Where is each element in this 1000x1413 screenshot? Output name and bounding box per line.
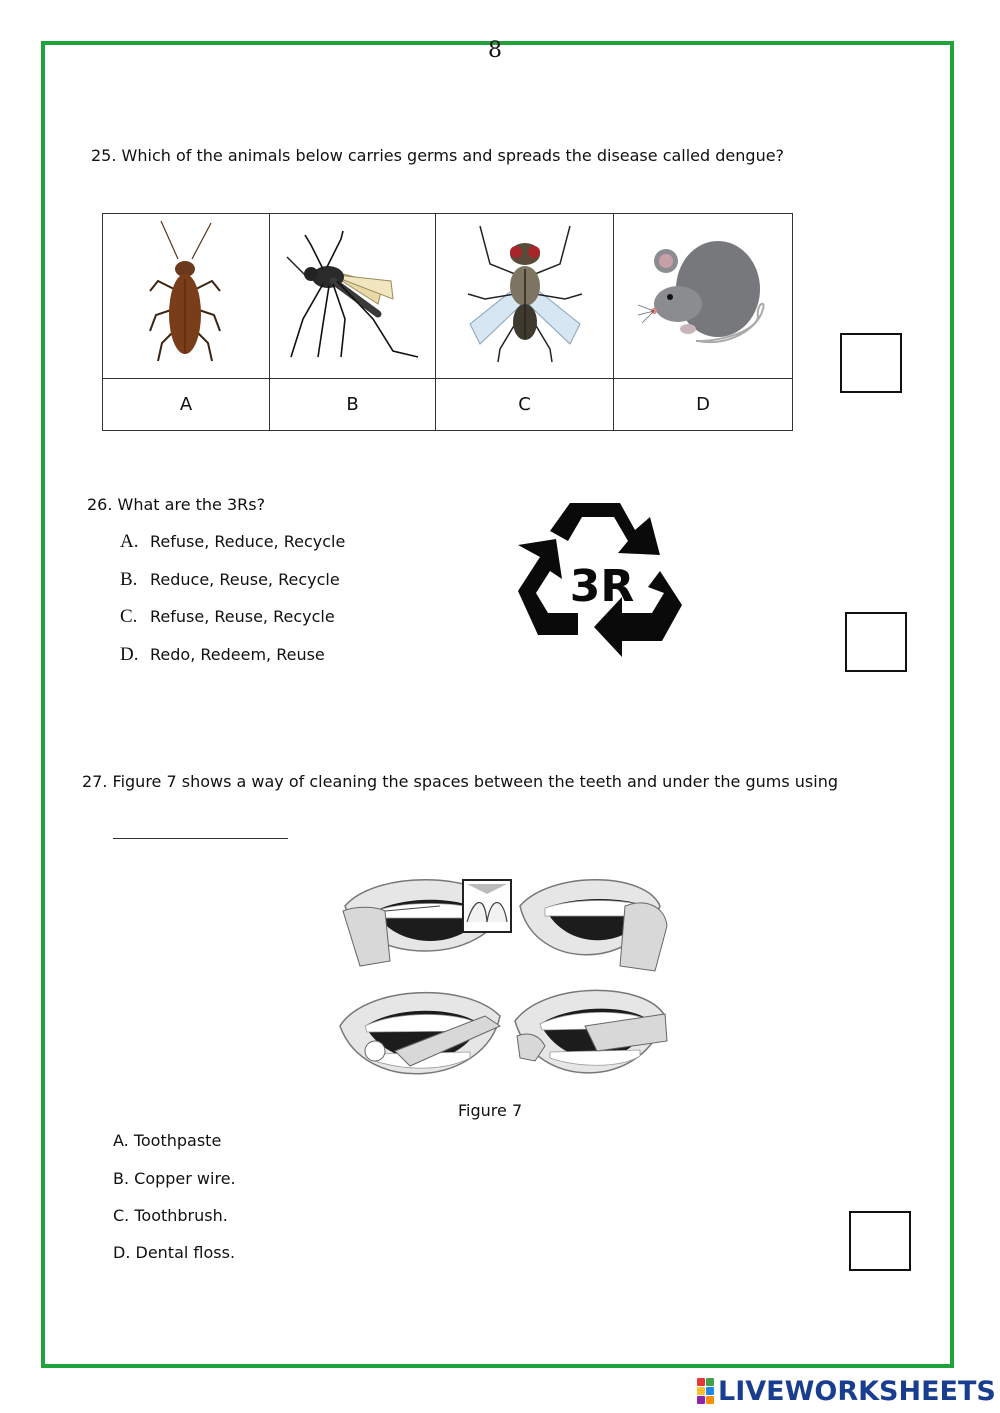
q26-option-a-text: Refuse, Reduce, Recycle <box>150 532 346 551</box>
choice-a-image-cell <box>103 214 270 379</box>
answer-blank-line <box>113 838 288 839</box>
q27-option-b: B. Copper wire. <box>113 1169 236 1188</box>
page-number: 8 <box>488 38 502 63</box>
q26-option-c-text: Refuse, Reuse, Recycle <box>150 607 335 626</box>
choice-a-label: A <box>103 379 270 431</box>
mouse-image <box>638 229 768 359</box>
recycle-logo-text: 3R <box>569 561 635 612</box>
q26-option-c-letter: C. <box>120 606 138 627</box>
figure-7-caption: Figure 7 <box>458 1101 523 1120</box>
q26-option-d <box>120 644 325 666</box>
cockroach-image <box>136 219 236 369</box>
q27-option-a: A. Toothpaste <box>113 1131 222 1150</box>
recycle-3r-logo <box>510 495 690 670</box>
q27-option-d: D. Dental floss. <box>113 1243 236 1262</box>
choice-c-image-cell <box>436 214 614 379</box>
question-26-text: 26. What are the 3Rs? <box>87 495 266 514</box>
choice-b-image-cell <box>270 214 436 379</box>
q26-option-d-text: Redo, Redeem, Reuse <box>150 645 325 664</box>
q26-option-b-text: Reduce, Reuse, Recycle <box>150 570 340 589</box>
dental-floss-figure <box>335 866 670 1096</box>
choice-d-label: D <box>614 379 793 431</box>
mosquito-image <box>283 229 423 359</box>
housefly-image <box>460 224 590 364</box>
choice-d-image-cell <box>614 214 793 379</box>
liveworksheets-logo <box>697 1374 996 1408</box>
choice-c-label: C <box>436 379 614 431</box>
q26-option-c <box>120 606 335 628</box>
q26-option-a <box>120 531 345 553</box>
liveworksheets-grid-icon <box>697 1378 714 1404</box>
animal-choices-table <box>102 213 793 431</box>
q26-option-b <box>120 569 340 591</box>
q26-option-a-letter: A. <box>120 531 139 552</box>
q27-option-c: C. Toothbrush. <box>113 1206 228 1225</box>
choice-b-label: B <box>270 379 436 431</box>
answer-box-27[interactable] <box>849 1211 911 1271</box>
answer-box-25[interactable] <box>840 333 902 393</box>
answer-box-26[interactable] <box>845 612 907 672</box>
q26-option-b-letter: B. <box>120 569 138 590</box>
q26-option-d-letter: D. <box>120 644 139 665</box>
liveworksheets-text: LIVEWORKSHEETS <box>718 1375 996 1407</box>
question-27-text: 27. Figure 7 shows a way of cleaning the spaces between the teeth and under the gums using <box>82 772 838 791</box>
question-25-text: 25. Which of the animals below carries germs and spreads the disease called dengue? <box>91 146 785 165</box>
